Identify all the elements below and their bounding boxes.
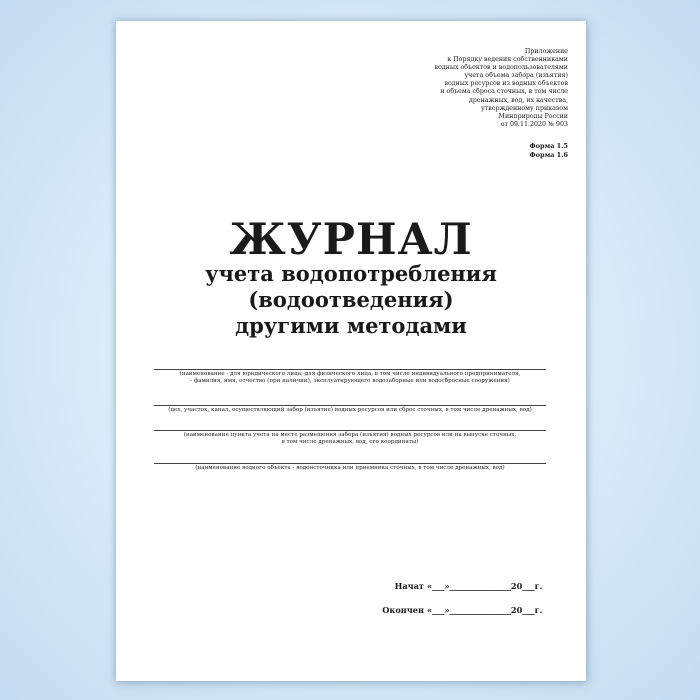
end-date-label: Окончен	[382, 605, 424, 615]
appendix-line: водных ресурсов из водных объектов	[444, 80, 568, 88]
organization-name-field	[154, 369, 546, 386]
field-caption: (наименование пункта учета на месте размещения забора (изъятия) водных ресурсов или на выпуске сточных,	[183, 432, 517, 438]
field-caption: (цех, участок, канал, осуществляющий забор (изъятие) водных ресурсов или сброс сточных, в том числе дренажных, вод)	[168, 407, 532, 413]
appendix-line: от 09.11.2020 № 903	[500, 120, 568, 128]
form-number: Форма 1.5	[529, 142, 568, 150]
appendix-line: водных объектов и водопользователями	[434, 64, 568, 72]
end-date-row	[378, 605, 542, 629]
start-date-row	[378, 581, 542, 605]
appendix-line: утвержденному приказом	[481, 104, 568, 112]
field-caption: (наименование - для юридического лица; для физического лица, в том числе индивидуального предпринимателя,	[179, 371, 521, 377]
form-numbers	[530, 142, 568, 160]
appendix-line: и объема сброса сточных, в том числе	[440, 88, 568, 96]
form-number: Форма 1.6	[529, 151, 568, 159]
start-date-line: «___»_______________20___г.	[427, 581, 543, 591]
appendix-note	[378, 48, 568, 129]
journal-subtitle	[116, 261, 586, 339]
workshop-field	[154, 405, 546, 414]
appendix-line: к Порядку ведения собственниками	[447, 56, 568, 64]
field-caption: (наименование водного объекта - водоисточника или приемника сточных, в том числе дренажных, вод)	[195, 465, 505, 471]
appendix-line: дренажных, вод, их качества,	[469, 96, 568, 104]
water-body-field	[154, 463, 546, 472]
start-date-label: Начат	[394, 581, 424, 591]
journal-cover-page	[116, 21, 586, 681]
subtitle-line: учета водопотребления	[205, 261, 497, 286]
field-caption: - фамилия, имя, отчество (при наличии), эксплуатирующего водозаборные или водосбросные сооружения)	[190, 378, 510, 385]
field-caption: в том числе дренажных, вод, его координаты)	[281, 439, 419, 446]
appendix-line: Минприроды России	[498, 112, 568, 120]
appendix-line: Приложение	[524, 48, 568, 55]
subtitle-line: другими методами	[235, 313, 467, 338]
end-date-line: «___»_______________20___г.	[427, 605, 543, 615]
subtitle-line: (водоотведения)	[248, 287, 454, 312]
appendix-line: учета объема забора (изъятия)	[464, 72, 568, 80]
metering-point-field	[154, 430, 546, 447]
date-block	[378, 581, 542, 629]
journal-title: ЖУРНАЛ	[229, 215, 473, 265]
